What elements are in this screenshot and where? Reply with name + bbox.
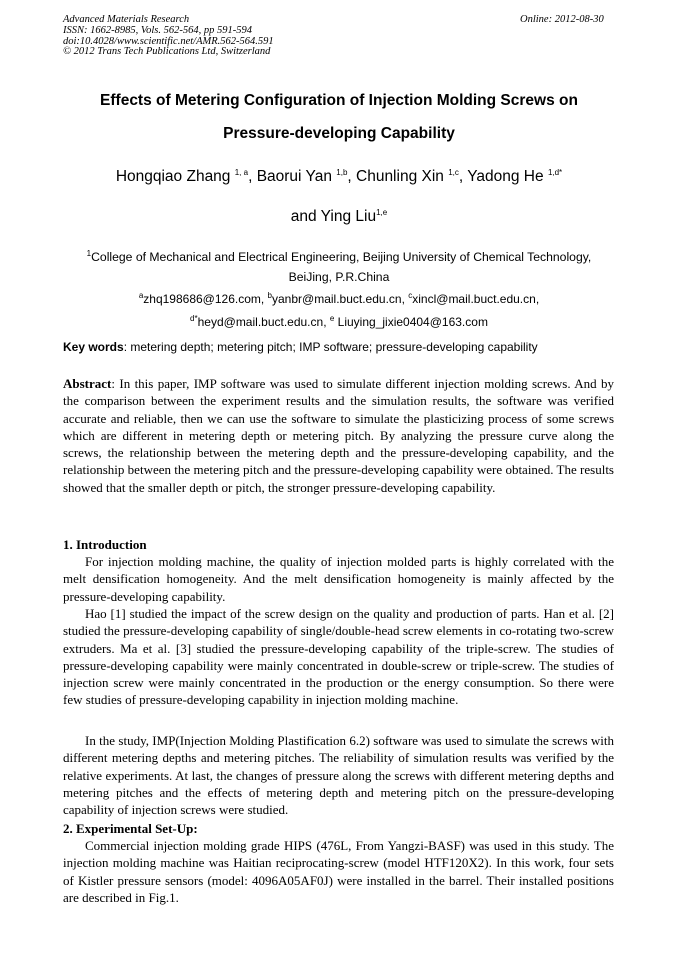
- affiliation-line-2: BeiJing, P.R.China: [288, 270, 390, 285]
- affiliation-mark: 1: [86, 249, 92, 258]
- journal-header: [63, 15, 274, 58]
- keywords-label: Key words: [63, 340, 124, 354]
- introduction-paragraph-3: In the study, IMP(Injection Molding Plastification 6.2) software was used to simulate the screws with different metering depths and metering pitches. The reliability of simulation results was verified by the relative experiments. At last, the changes of pressure along the screws with different metering depths and metering pitches and the effects of metering depth and metering pitch on the pressure-developing capability of injection screws were studied.: [63, 733, 614, 818]
- author-name: and Ying Liu: [290, 208, 377, 226]
- email-address: zhq198686@126.com,: [143, 292, 268, 306]
- email-mark: e: [329, 314, 335, 323]
- email-mark: a: [138, 291, 144, 300]
- author-affiliation-mark: 1,e: [376, 208, 388, 217]
- email-line-2: [40, 309, 638, 332]
- author-affiliation-mark: 1,b: [336, 168, 348, 177]
- email-address: heyd@mail.buct.edu.cn,: [197, 315, 330, 329]
- paper-title-line-2: Pressure-developing Capability: [223, 125, 455, 142]
- email-mark: c: [408, 291, 413, 300]
- abstract: [63, 375, 614, 496]
- author-list: [40, 168, 638, 186]
- author-list-continued: [40, 208, 638, 226]
- email-list: [40, 286, 638, 332]
- introduction-paragraph-1: For injection molding machine, the quality of injection molded parts is highly correlated with the melt densification homogeneity. And the melt densification homogeneity is mainly affected by the pressure-developing capability.: [63, 554, 614, 604]
- author-name: , Baorui Yan: [248, 168, 337, 186]
- author-affiliation-mark: 1, a: [234, 168, 249, 177]
- author-name: , Yadong He: [458, 168, 548, 186]
- journal-name: Advanced Materials Research: [63, 14, 190, 25]
- keywords-text: : metering depth; metering pitch; IMP software; pressure-developing capability: [123, 340, 538, 354]
- keywords: [63, 340, 623, 354]
- introduction-paragraph-2: Hao [1] studied the impact of the screw design on the quality and production of parts. Han et al. [2] studied the pressure-developing capability of single/double-head screw elements in co-rotating two-screw extruders. Ma et al. [3] studied the pressure-developing capability of the triple-screw. The studies of pressure-developing capability were mainly concentrated in double-screw or triple-screw. The studies of injection screw were mainly concentrated in the production or the energy consumption. So there were few studies of pressure-developing capability in injection molding machine.: [63, 606, 614, 708]
- email-mark: b: [267, 291, 272, 300]
- section-heading-introduction: 1. Introduction: [63, 537, 147, 552]
- author-name: Hongqiao Zhang: [115, 168, 235, 186]
- paper-title-line-1: Effects of Metering Configuration of Injection Molding Screws on: [100, 92, 578, 109]
- online-date: Online: 2012-08-30: [520, 14, 604, 25]
- email-address: Liuying_jixie0404@163.com: [334, 315, 488, 329]
- setup-paragraph-1: Commercial injection molding grade HIPS (476L, From Yangzi-BASF) was used in this study. The injection molding machine was Haitian reciprocating-screw (model HTF120X2). In this work, four sets of Kistler pressure sensors (model: 4096A05AF0J) were installed in the barrel. Their installed positions are described in Fig.1.: [63, 838, 614, 905]
- author-affiliation-mark: 1,c: [448, 168, 459, 177]
- section-heading-experimental-setup: 2. Experimental Set-Up:: [63, 821, 198, 836]
- email-address: xincl@mail.buct.edu.cn,: [412, 292, 540, 306]
- issn-line: ISSN: 1662-8985, Vols. 562-564, pp 591-594: [63, 24, 252, 36]
- affiliation-text: College of Mechanical and Electrical Engineering, Beijing University of Chemical Technology,: [91, 250, 592, 265]
- email-address: yanbr@mail.buct.edu.cn,: [272, 292, 409, 306]
- email-mark: d*: [190, 314, 198, 323]
- copyright-line: © 2012 Trans Tech Publications Ltd, Switzerland: [63, 46, 271, 58]
- affiliation: [40, 244, 638, 287]
- author-affiliation-mark: 1,d*: [547, 168, 563, 177]
- affiliation-line-1: [40, 244, 638, 267]
- author-name: , Chunling Xin: [347, 168, 449, 186]
- abstract-text: : In this paper, IMP software was used to simulate different injection molding screws. And by the comparison between the experiment results and the simulation results, the software was verified accurate and reliable, then we can use the software to simulate the plasticizing process of some screws which are different in metering depth or metering pitch. By analyzing the pressure curve along the screws, the relationship between the metering depth and the pressure-developing capability, and the relationship between the metering pitch and the pressure-developing capability were obtained. The results showed that the smaller depth or pitch, the stronger pressure-developing capability.: [63, 376, 614, 495]
- email-line-1: [40, 286, 638, 309]
- abstract-label: Abstract: [63, 376, 112, 391]
- doi-line: doi:10.4028/www.scientific.net/AMR.562-564.591: [63, 35, 274, 47]
